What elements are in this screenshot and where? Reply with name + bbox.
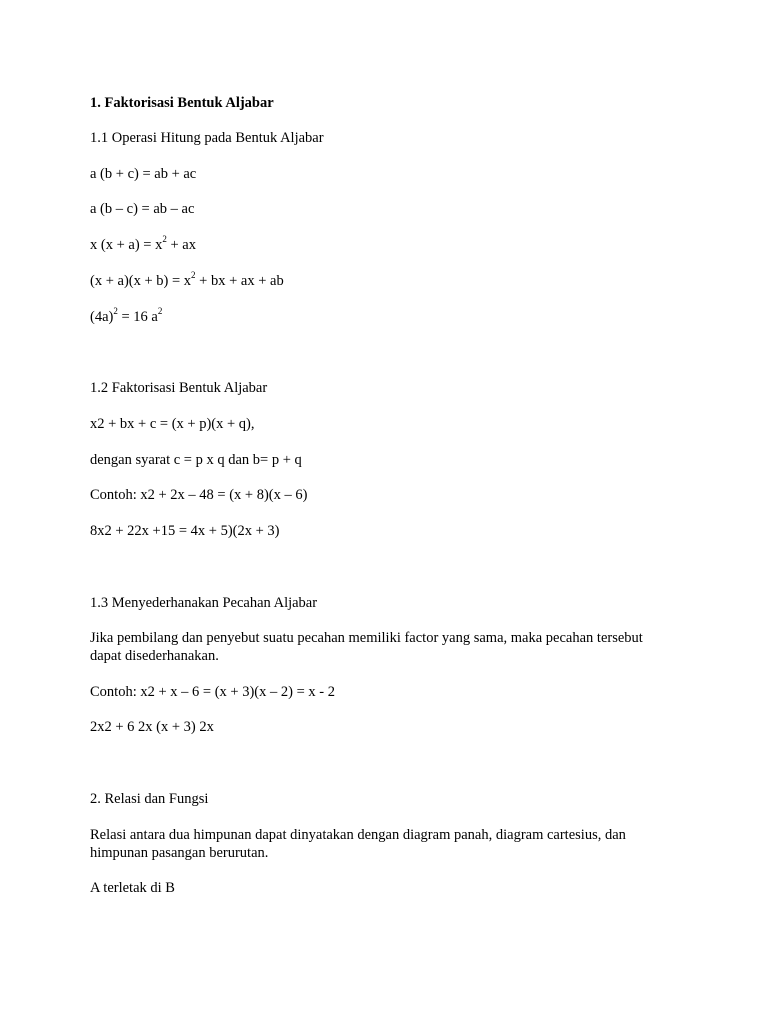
equation-3 xyxy=(90,236,196,254)
factor-line-1: x2 + bx + c = (x + p)(x + q), xyxy=(90,416,255,432)
subsection-1-1-heading: 1.1 Operasi Hitung pada Bentuk Aljabar xyxy=(90,130,324,146)
equation-5 xyxy=(90,308,162,326)
equation-2: a (b – c) = ab – ac xyxy=(90,201,195,217)
equation-4 xyxy=(90,272,284,290)
equation-4-rhs: + bx + ax + ab xyxy=(195,273,284,289)
subsection-1-3-heading: 1.3 Menyederhanakan Pecahan Aljabar xyxy=(90,595,318,611)
equation-3-rhs: + ax xyxy=(166,237,196,253)
equation-5-part2: = 16 a xyxy=(117,309,158,325)
section-1-heading: 1. Faktorisasi Bentuk Aljabar xyxy=(90,95,274,111)
equation-5-exponent-2: 2 xyxy=(157,306,163,317)
equation-5-exponent-1: 2 xyxy=(113,306,118,317)
equation-3-lhs: x (x + a) = x xyxy=(90,237,163,253)
simplify-line-2: 2x2 + 6 2x (x + 3) 2x xyxy=(90,719,214,735)
simplify-line-1: Contoh: x2 + x – 6 = (x + 3)(x – 2) = x - 2 xyxy=(90,684,335,700)
equation-4-exponent: 2 xyxy=(191,270,196,281)
simplify-paragraph: Jika pembilang dan penyebut suatu pecahan memiliki factor yang sama, maka pecahan tersebut dapat disederhanakan. xyxy=(90,630,643,664)
factor-line-3: Contoh: x2 + 2x – 48 = (x + 8)(x – 6) xyxy=(90,487,308,503)
factor-line-2: dengan syarat c = p x q dan b= p + q xyxy=(90,452,302,468)
factor-line-4: 8x2 + 22x +15 = 4x + 5)(2x + 3) xyxy=(90,523,280,539)
equation-1: a (b + c) = ab + ac xyxy=(90,166,197,182)
relation-line-1: A terletak di B xyxy=(90,880,175,896)
equation-5-part1: (4a) xyxy=(90,309,114,325)
relation-paragraph: Relasi antara dua himpunan dapat dinyatakan dengan diagram panah, diagram cartesius, dan himpunan pasangan berurutan. xyxy=(90,827,626,861)
subsection-1-2-heading: 1.2 Faktorisasi Bentuk Aljabar xyxy=(90,380,268,396)
equation-4-lhs: (x + a)(x + b) = x xyxy=(90,273,192,289)
section-2-heading: 2. Relasi dan Fungsi xyxy=(90,791,209,807)
equation-3-exponent: 2 xyxy=(162,234,167,245)
